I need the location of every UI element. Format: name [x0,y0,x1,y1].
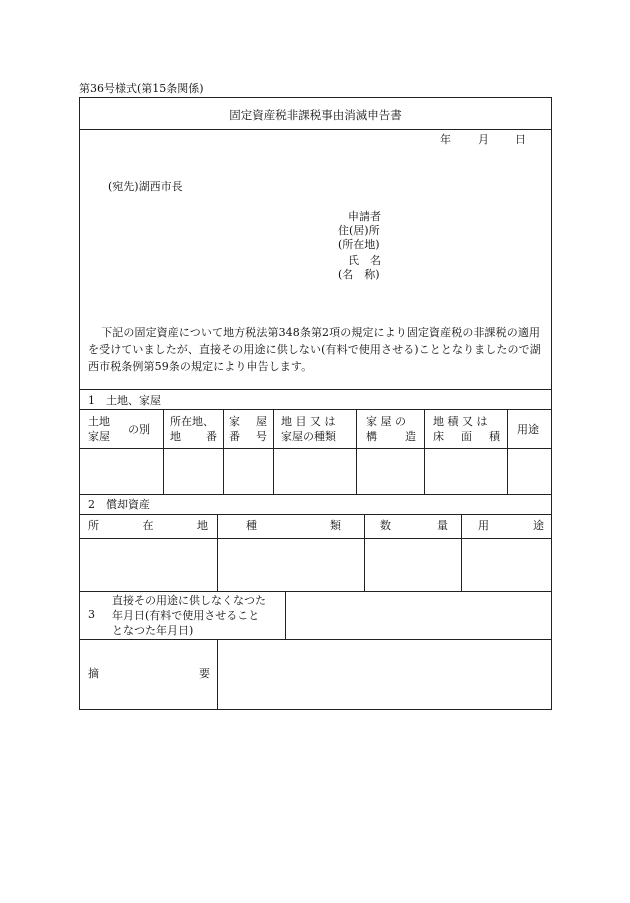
declaration-text: 下記の固定資産について地方税法第348条第2項の規定により固定資産税の非課税の適用を受けていましたが、直接その用途に供しない(有料で使用させる)こととなりましたので湖西市税条例第59条の規定により申告します。 [88,326,541,374]
title-divider [80,129,551,130]
section2-header-bottom [80,538,551,539]
section1-heading: 1 土地、家屋 [88,394,161,407]
section2-header-top [80,514,551,515]
header-location: 所在地、 [170,415,214,428]
header-kind-suffix: の別 [128,423,150,436]
declaration-form [79,97,552,710]
section1-top [80,389,551,390]
section3-number: 3 [88,608,95,621]
header-land-category: 地 目 又 は 家屋の種類 [281,415,336,443]
header-use: 用途 [517,423,539,436]
section3-label: 直接その用途に供しなくなつた 年月日(有料で使用させること となつた年月日) [112,594,266,637]
applicant-address-label: 住(居)所 [338,224,380,237]
applicant-location-label: (所在地) [338,238,380,251]
section2-heading: 2 償却資産 [88,498,150,511]
header-building-structure: 家 屋 の 構 造 [366,415,416,443]
date-day: 日 [515,133,526,146]
header-building: 家屋 [88,429,110,443]
applicant-name-label: 氏 名 [348,254,381,267]
section3-bottom [80,639,551,640]
header-asset-quantity: 数 量 [380,519,448,532]
header-land: 土地 [88,415,110,428]
header-asset-type: 種 類 [246,519,341,532]
form-number: 第36号様式(第15条関係) [79,82,204,95]
header-building-number: 家 屋 番 号 [229,415,267,443]
header-location-lot: 所在地、 地 番 [170,415,217,443]
section1-header-bottom [80,448,551,449]
header-asset-use: 用 途 [478,519,544,532]
section1-header-top [80,409,551,410]
applicant-label: 申請者 [348,210,381,223]
remarks-label: 摘 要 [88,667,210,680]
header-asset-location: 所 在 地 [88,519,208,532]
header-land-building [88,415,110,445]
section2-bottom [80,591,551,592]
section1-bottom [80,494,551,495]
applicant-title-label: (名 称) [338,268,380,281]
addressee: (宛先)湖西市長 [108,180,183,193]
form-title: 固定資産税非課税事由消滅申告書 [229,108,402,122]
header-area: 地 積 又 は 床 面 積 [433,415,500,443]
date-month: 月 [478,133,489,146]
date-year: 年 [440,133,451,146]
